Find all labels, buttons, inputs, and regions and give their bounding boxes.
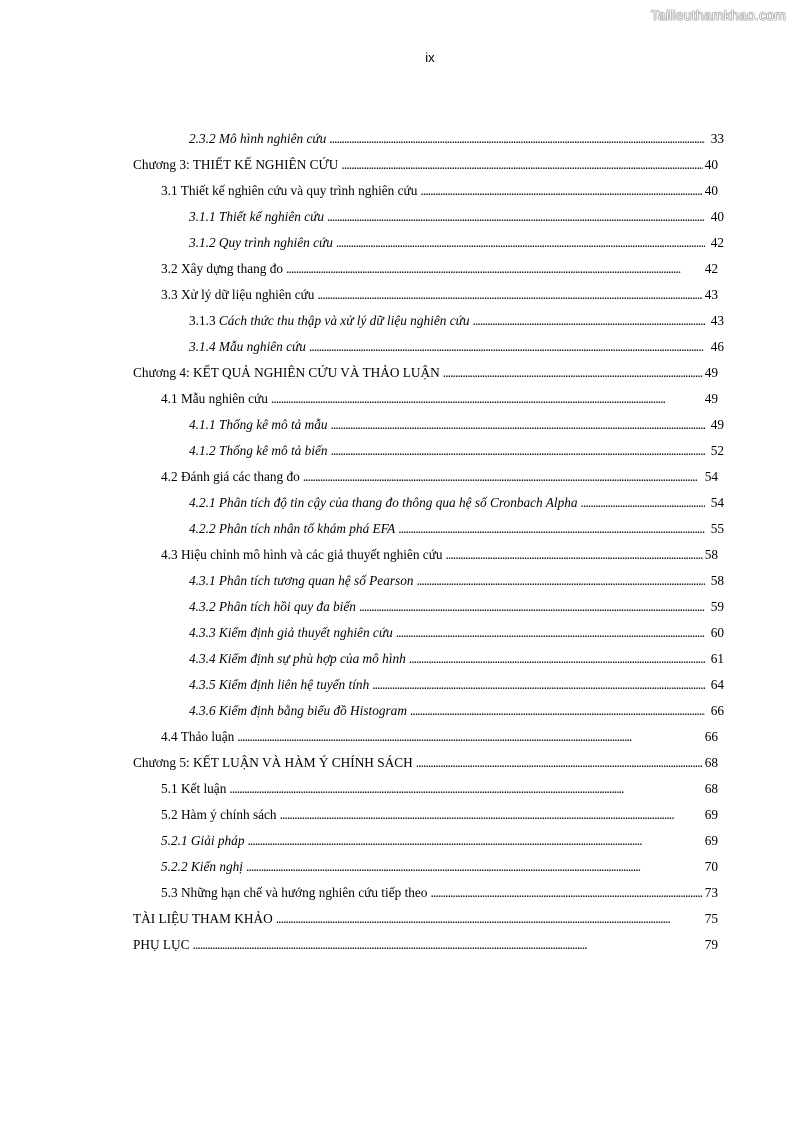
toc-dot-leader xyxy=(329,129,704,149)
toc-entry-text: Quy trình nghiên cứu xyxy=(218,235,333,250)
toc-entry-title xyxy=(161,883,429,903)
toc-entry[interactable] xyxy=(189,649,724,669)
toc-page-number: 42 xyxy=(704,261,718,276)
toc-entry[interactable] xyxy=(161,857,718,877)
toc-entry-text: 5.2 Hàm ý chính sách xyxy=(161,807,277,822)
toc-dot-leader xyxy=(443,363,703,383)
toc-page-number: 69 xyxy=(704,833,718,848)
toc-entry-number: 4.1.2 xyxy=(189,443,216,458)
toc-entry-number: 4.3.2 xyxy=(189,599,216,614)
toc-entry-text: Thống kê mô tả biến xyxy=(218,443,328,458)
toc-page-number: 54 xyxy=(710,495,724,510)
toc-dot-leader xyxy=(336,233,705,253)
toc-entry-title xyxy=(161,389,270,409)
toc-page-number: 60 xyxy=(710,625,724,640)
toc-entry-text: Mẫu nghiên cứu xyxy=(218,339,306,354)
toc-entry-title xyxy=(189,415,330,435)
toc-dot-leader xyxy=(420,181,702,201)
toc-page-number: 70 xyxy=(704,859,718,874)
toc-dot-leader xyxy=(372,675,704,695)
toc-entry-number: 3.1.1 xyxy=(189,209,216,224)
toc-entry[interactable] xyxy=(133,753,718,773)
toc-dot-leader xyxy=(417,571,705,591)
toc-page-number: 68 xyxy=(704,781,718,796)
toc-page-number: 49 xyxy=(704,365,718,380)
toc-entry-title xyxy=(133,935,192,955)
toc-entry-text: Giải pháp xyxy=(190,833,245,848)
toc-entry-text: 4.1 Mẫu nghiên cứu xyxy=(161,391,268,406)
watermark-text: Tailieuthamkhao.com xyxy=(650,7,786,23)
toc-entry-title xyxy=(161,259,285,279)
toc-entry-text: Thiết kế nghiên cứu xyxy=(218,209,325,224)
toc-entry[interactable] xyxy=(189,441,724,461)
toc-entry-text: PHỤ LỤC xyxy=(133,937,190,952)
toc-page-number: 54 xyxy=(704,469,718,484)
toc-entry-number: 4.3.6 xyxy=(189,703,216,718)
toc-page-number: 42 xyxy=(710,235,724,250)
toc-dot-leader xyxy=(331,441,705,461)
toc-entry[interactable] xyxy=(161,467,718,487)
toc-dot-leader xyxy=(398,519,704,539)
toc-entry[interactable] xyxy=(189,233,724,253)
toc-entry-text: 3.3 Xử lý dữ liệu nghiên cứu xyxy=(161,287,315,302)
toc-dot-leader xyxy=(396,623,705,643)
toc-entry-text: Kiểm định liên hệ tuyến tính xyxy=(218,677,370,692)
toc-entry-title xyxy=(161,805,279,825)
toc-entry-title xyxy=(161,285,316,305)
toc-page-number: 33 xyxy=(710,131,724,146)
toc-entry-number: 4.1.1 xyxy=(189,417,216,432)
toc-dot-leader xyxy=(246,857,703,877)
toc-entry-title xyxy=(189,207,326,227)
toc-entry-text: Phân tích hồi quy đa biến xyxy=(218,599,356,614)
toc-dot-leader xyxy=(286,259,703,279)
toc-entry-title xyxy=(189,597,358,617)
toc-page-number: 66 xyxy=(710,703,724,718)
toc-page-number: 52 xyxy=(710,443,724,458)
toc-entry-title xyxy=(133,753,415,773)
toc-entry[interactable] xyxy=(189,311,724,331)
toc-page-number: 55 xyxy=(710,521,724,536)
toc-entry[interactable] xyxy=(161,285,718,305)
toc-page-number: 58 xyxy=(704,547,718,562)
toc-entry-title xyxy=(133,363,442,383)
toc-entry[interactable] xyxy=(161,831,718,851)
toc-entry[interactable] xyxy=(189,623,724,643)
toc-page-number: 73 xyxy=(704,885,718,900)
toc-page-number: 49 xyxy=(710,417,724,432)
page-number: ix xyxy=(425,50,435,65)
toc-entry-number: 4.2.1 xyxy=(189,495,216,510)
toc-entry-title xyxy=(189,337,308,357)
toc-entry-text: Phân tích tương quan hệ số Pearson xyxy=(218,573,414,588)
toc-dot-leader xyxy=(473,311,705,331)
toc-page-number: 43 xyxy=(710,313,724,328)
toc-page-number: 75 xyxy=(704,911,718,926)
toc-dot-leader xyxy=(581,493,705,513)
toc-entry-text: 5.1 Kết luận xyxy=(161,781,227,796)
toc-entry-title xyxy=(189,441,330,461)
toc-entry[interactable] xyxy=(189,675,724,695)
toc-entry-title xyxy=(189,571,416,591)
toc-entry[interactable] xyxy=(133,155,718,175)
toc-entry[interactable] xyxy=(189,415,724,435)
toc-entry-text: Kiểm định sự phù hợp của mô hình xyxy=(218,651,406,666)
toc-page-number: 64 xyxy=(710,677,724,692)
toc-entry-text: Phân tích độ tin cậy của thang đo thông qua hệ số Cronbach Alpha xyxy=(218,495,578,510)
toc-entry[interactable] xyxy=(189,571,724,591)
toc-entry-title xyxy=(161,181,419,201)
toc-dot-leader xyxy=(410,701,705,721)
toc-dot-leader xyxy=(193,935,703,955)
toc-page-number: 49 xyxy=(704,391,718,406)
toc-entry-title xyxy=(189,311,472,331)
toc-entry[interactable] xyxy=(161,259,718,279)
toc-entry[interactable] xyxy=(189,519,724,539)
toc-entry-text: Cách thức thu thập và xử lý dữ liệu nghiên cứu xyxy=(218,313,470,328)
toc-dot-leader xyxy=(430,883,702,903)
toc-page-number: 69 xyxy=(704,807,718,822)
toc-page-number: 40 xyxy=(704,183,718,198)
toc-dot-leader xyxy=(247,831,702,851)
toc-entry-text: 5.3 Những hạn chế và hướng nghiên cứu tiếp theo xyxy=(161,885,428,900)
toc-entry-text: 4.2 Đánh giá các thang đo xyxy=(161,469,300,484)
toc-entry[interactable] xyxy=(133,909,718,929)
toc-dot-leader xyxy=(303,467,703,487)
toc-entry[interactable] xyxy=(133,363,718,383)
toc-entry-title xyxy=(161,779,228,799)
toc-entry-title xyxy=(189,129,328,149)
toc-dot-leader xyxy=(446,545,703,565)
toc-entry-number: 3.1.3 xyxy=(189,313,216,328)
toc-entry[interactable] xyxy=(161,727,718,747)
toc-page-number: 40 xyxy=(704,157,718,172)
toc-entry-text: Thống kê mô tả mẫu xyxy=(218,417,328,432)
toc-entry-text: Kiến nghị xyxy=(190,859,243,874)
toc-page-number: 66 xyxy=(704,729,718,744)
toc-entry-number: 5.2.1 xyxy=(161,833,188,848)
toc-entry-title xyxy=(133,155,340,175)
toc-entry-title xyxy=(189,675,371,695)
toc-entry-title xyxy=(133,909,275,929)
toc-dot-leader xyxy=(317,285,702,305)
toc-page-number: 79 xyxy=(704,937,718,952)
toc-entry[interactable] xyxy=(161,779,718,799)
toc-entry-title xyxy=(189,493,580,513)
toc-entry[interactable] xyxy=(133,935,718,955)
toc-entry[interactable] xyxy=(189,207,724,227)
toc-dot-leader xyxy=(409,649,705,669)
toc-entry[interactable] xyxy=(189,337,724,357)
toc-entry-title xyxy=(189,519,397,539)
toc-entry-title xyxy=(161,545,445,565)
toc-entry-text: 4.3 Hiệu chỉnh mô hình và các giả thuyết nghiên cứu xyxy=(161,547,443,562)
toc-entry[interactable] xyxy=(161,805,718,825)
toc-entry-number: 4.3.1 xyxy=(189,573,216,588)
toc-dot-leader xyxy=(276,909,703,929)
toc-dot-leader xyxy=(359,597,705,617)
toc-entry-text: Chương 3: THIẾT KẾ NGHIÊN CỨU xyxy=(133,157,339,172)
toc-dot-leader xyxy=(229,779,702,799)
toc-entry-title xyxy=(161,857,245,877)
toc-entry-number: 4.3.3 xyxy=(189,625,216,640)
toc-entry-text: Kiểm định bằng biểu đồ Histogram xyxy=(218,703,407,718)
toc-entry-title xyxy=(189,649,408,669)
toc-page-number: 46 xyxy=(710,339,724,354)
toc-entry-title xyxy=(189,233,335,253)
toc-entry-number: 4.3.5 xyxy=(189,677,216,692)
toc-dot-leader xyxy=(280,805,703,825)
toc-entry-text: Phân tích nhân tố khám phá EFA xyxy=(218,521,396,536)
toc-dot-leader xyxy=(416,753,703,773)
toc-entry[interactable] xyxy=(189,597,724,617)
toc-page-number: 61 xyxy=(710,651,724,666)
toc-entry[interactable] xyxy=(161,389,718,409)
toc-entry[interactable] xyxy=(189,701,724,721)
toc-dot-leader xyxy=(309,337,705,357)
toc-entry-text: TÀI LIỆU THAM KHẢO xyxy=(133,911,273,926)
toc-dot-leader xyxy=(271,389,703,409)
toc-entry[interactable] xyxy=(189,129,724,149)
toc-entry-title xyxy=(189,701,409,721)
toc-entry-number: 4.2.2 xyxy=(189,521,216,536)
toc-entry-title xyxy=(161,727,236,747)
toc-page-number: 58 xyxy=(710,573,724,588)
toc-page-number: 40 xyxy=(710,209,724,224)
toc-entry-text: Chương 5: KẾT LUẬN VÀ HÀM Ý CHÍNH SÁCH xyxy=(133,755,413,770)
toc-entry-number: 3.1.2 xyxy=(189,235,216,250)
toc-entry-text: Kiểm định giả thuyết nghiên cứu xyxy=(218,625,393,640)
toc-entry[interactable] xyxy=(161,181,718,201)
toc-entry-number: 2.3.2 xyxy=(189,131,216,146)
toc-page-number: 43 xyxy=(704,287,718,302)
toc-page-number: 68 xyxy=(704,755,718,770)
toc-entry-number: 3.1.4 xyxy=(189,339,216,354)
toc-dot-leader xyxy=(341,155,702,175)
toc-entry-text: 4.4 Thảo luận xyxy=(161,729,235,744)
toc-entry-text: Chương 4: KẾT QUẢ NGHIÊN CỨU VÀ THẢO LUẬN xyxy=(133,365,440,380)
toc-entry-text: Mô hình nghiên cứu xyxy=(218,131,327,146)
toc-entry-text: 3.2 Xây dựng thang đo xyxy=(161,261,284,276)
toc-entry-title xyxy=(161,831,246,851)
toc-entry-number: 4.3.4 xyxy=(189,651,216,666)
toc-entry[interactable] xyxy=(161,545,718,565)
toc-dot-leader xyxy=(327,207,705,227)
toc-entry-text: 3.1 Thiết kế nghiên cứu và quy trình nghiên cứu xyxy=(161,183,418,198)
toc-entry-title xyxy=(189,623,395,643)
toc-dot-leader xyxy=(237,727,702,747)
toc-page-number: 59 xyxy=(710,599,724,614)
toc-entry[interactable] xyxy=(161,883,718,903)
toc-entry-number: 5.2.2 xyxy=(161,859,188,874)
toc-dot-leader xyxy=(331,415,705,435)
toc-entry-title xyxy=(161,467,302,487)
toc-entry[interactable] xyxy=(189,493,724,513)
